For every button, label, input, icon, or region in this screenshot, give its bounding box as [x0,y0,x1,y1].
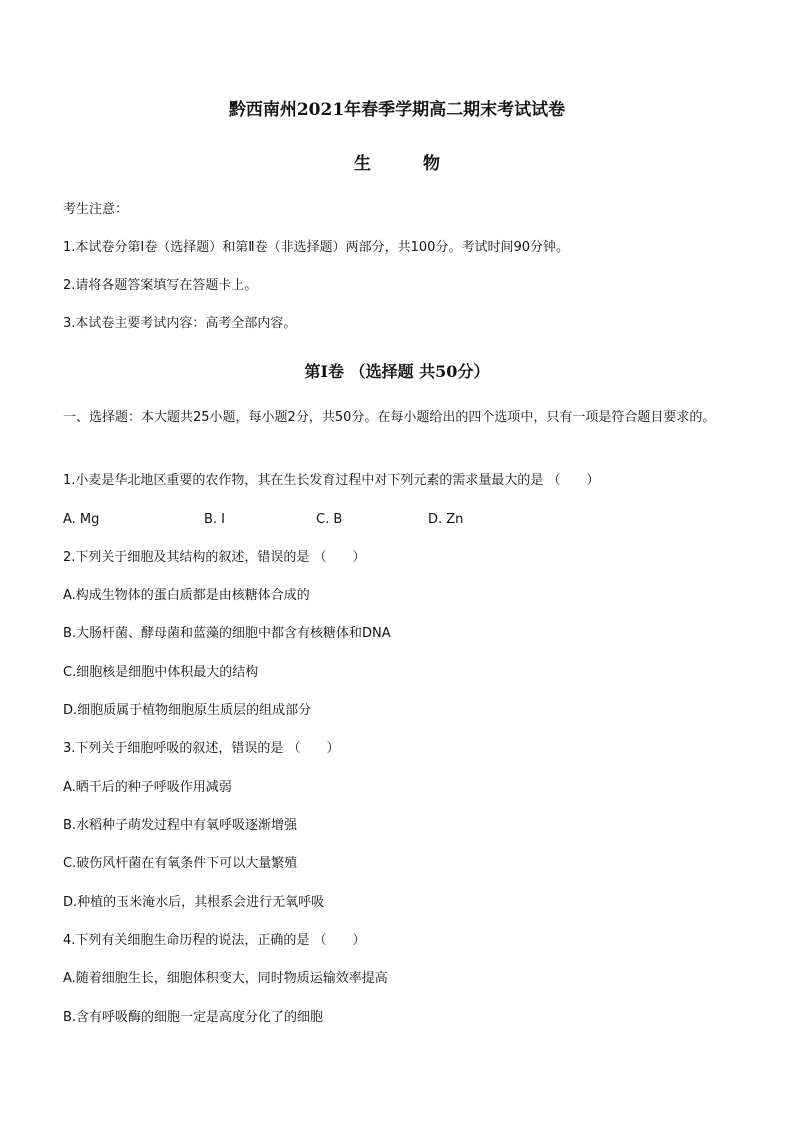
option-a: A.随着细胞生长，细胞体积变大，同时物质运输效率提高 [63,971,388,986]
question-stem: 2.下列关于细胞及其结构的叙述，错误的是 （ ） [63,550,366,565]
option-a: A.晒干后的种子呼吸作用减弱 [63,780,232,795]
option-b: B.含有呼吸酶的细胞一定是高度分化了的细胞 [63,1010,324,1025]
option-d: D. Zn [428,512,464,527]
option-a: A.构成生物体的蛋白质都是由核糖体合成的 [63,588,310,603]
notice-item: 2.请将各题答案填写在答题卡上。 [63,278,258,293]
option-b: B. I [204,512,226,527]
exam-title: 黔西南州2021年春季学期高二期末考试试卷 [228,100,566,120]
option-c: C. B [316,512,343,527]
subject-char-2: 物 [423,154,440,174]
section-instruction: 一、选择题：本大题共25小题，每小题2分，共50分。在每小题给出的四个选项中，只有一项是符合题目要求的。 [63,410,716,425]
question-stem: 1.小麦是华北地区重要的农作物，其在生长发育过程中对下列元素的需求量最大的是 （ ） [63,473,600,488]
option-b: B.大肠杆菌、酵母菌和蓝藻的细胞中都含有核糖体和DNA [63,626,391,641]
notice-item: 1.本试卷分第Ⅰ卷（选择题）和第Ⅱ卷（非选择题）两部分，共100分。考试时间90分钟。 [63,240,569,255]
option-c: C.破伤风杆菌在有氧条件下可以大量繁殖 [63,856,298,871]
question-stem: 4.下列有关细胞生命历程的说法，正确的是 （ ） [63,933,366,948]
option-d: D.细胞质属于植物细胞原生质层的组成部分 [63,703,312,718]
notice-heading: 考生注意： [63,202,129,217]
subject-title [0,153,794,175]
option-a: A. Mg [63,512,100,527]
option-c: C.细胞核是细胞中体积最大的结构 [63,665,259,680]
option-b: B.水稻种子萌发过程中有氧呼吸逐渐增强 [63,818,298,833]
notice-item: 3.本试卷主要考试内容：高考全部内容。 [63,316,297,331]
subject-char-1: 生 [354,154,371,174]
question-stem: 3.下列关于细胞呼吸的叙述，错误的是 （ ） [63,741,340,756]
section-title: 第Ⅰ卷 （选择题 共50分） [304,362,490,381]
option-d: D.种植的玉米淹水后，其根系会进行无氧呼吸 [63,895,325,910]
